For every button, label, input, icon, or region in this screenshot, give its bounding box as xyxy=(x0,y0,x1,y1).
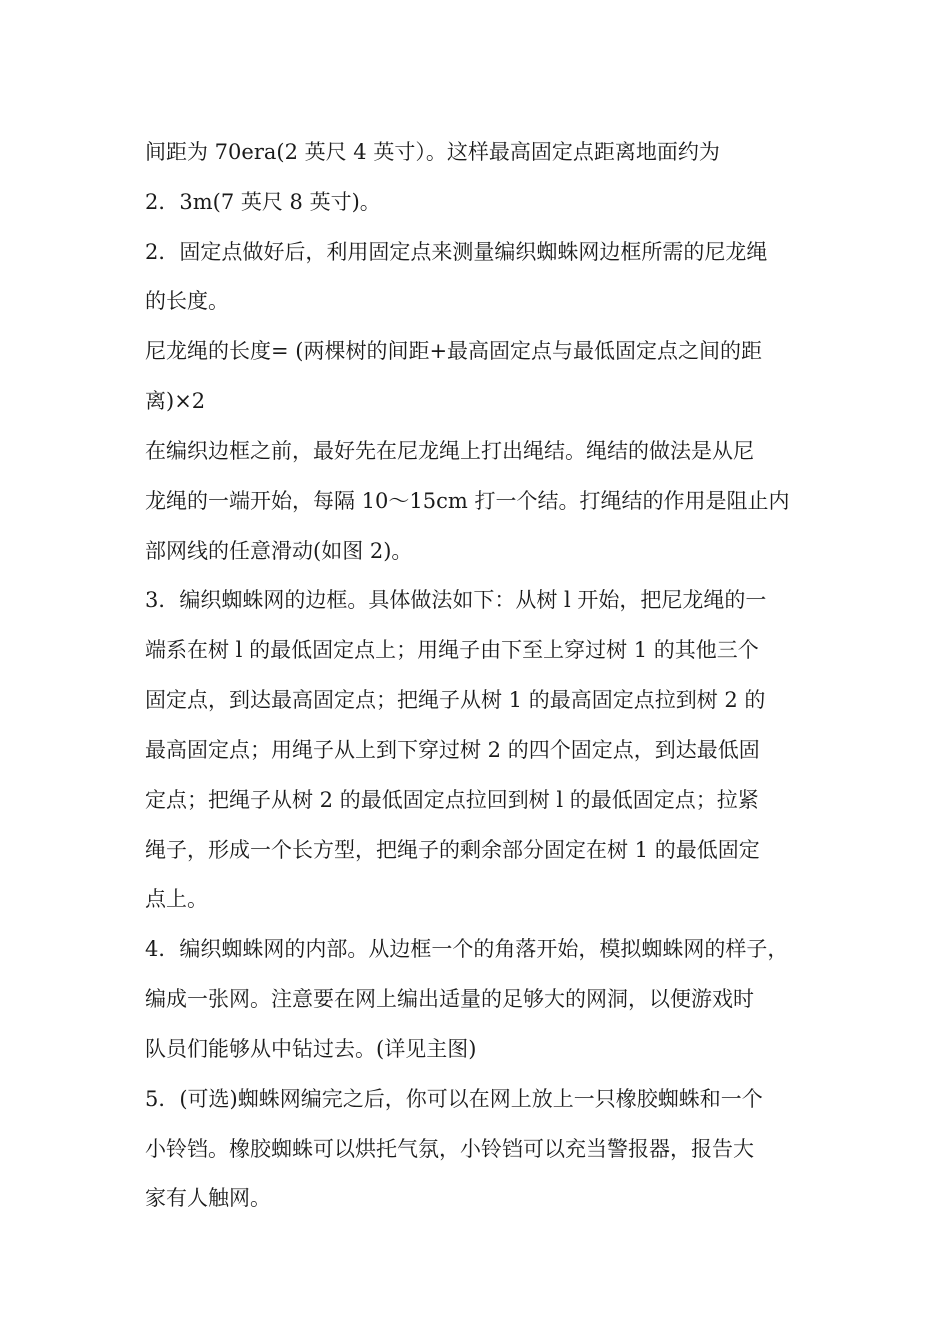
text-line: 定点；把绳子从树 2 的最低固定点拉回到树 l 的最低固定点；拉紧 xyxy=(145,788,759,812)
text-line: 离)×2 xyxy=(145,389,206,413)
text-line: 5．(可选)蜘蛛网编完之后，你可以在网上放上一只橡胶蜘蛛和一个 xyxy=(145,1087,763,1111)
text-line: 间距为 70era(2 英尺 4 英寸）。这样最高固定点距离地面约为 xyxy=(145,140,720,164)
text-line: 尼龙绳的长度= (两棵树的间距+最高固定点与最低固定点之间的距 xyxy=(145,339,763,363)
text-line: 固定点，到达最高固定点；把绳子从树 1 的最高固定点拉到树 2 的 xyxy=(145,688,766,712)
text-line: 在编织边框之前，最好先在尼龙绳上打出绳结。绳结的做法是从尼 xyxy=(145,439,754,463)
text-line: 4．编织蜘蛛网的内部。从边框一个的角落开始，模拟蜘蛛网的样子， xyxy=(145,937,789,961)
text-line: 家有人触网。 xyxy=(145,1186,271,1210)
text-line: 部网线的任意滑动(如图 2)。 xyxy=(145,539,413,563)
text-line: 最高固定点；用绳子从上到下穿过树 2 的四个固定点，到达最低固 xyxy=(145,738,760,762)
text-line: 绳子，形成一个长方型，把绳子的剩余部分固定在树 1 的最低固定 xyxy=(145,838,760,862)
text-line: 小铃铛。橡胶蜘蛛可以烘托气氛，小铃铛可以充当警报器，报告大 xyxy=(145,1137,754,1161)
text-line: 龙绳的一端开始，每隔 10～15cm 打一个结。打绳结的作用是阻止内 xyxy=(145,489,790,513)
text-line: 3．编织蜘蛛网的边框。具体做法如下：从树 l 开始，把尼龙绳的一 xyxy=(145,588,767,612)
text-line: 2．3m(7 英尺 8 英寸)。 xyxy=(145,190,381,214)
text-line: 点上。 xyxy=(145,887,208,911)
text-line: 2．固定点做好后，利用固定点来测量编织蜘蛛网边框所需的尼龙绳 xyxy=(145,240,768,264)
text-line: 队员们能够从中钻过去。(详见主图) xyxy=(145,1037,477,1061)
text-line: 的长度。 xyxy=(145,289,229,313)
text-line: 编成一张网。注意要在网上编出适量的足够大的网洞，以便游戏时 xyxy=(145,987,754,1011)
text-line: 端系在树 l 的最低固定点上；用绳子由下至上穿过树 1 的其他三个 xyxy=(145,638,759,662)
